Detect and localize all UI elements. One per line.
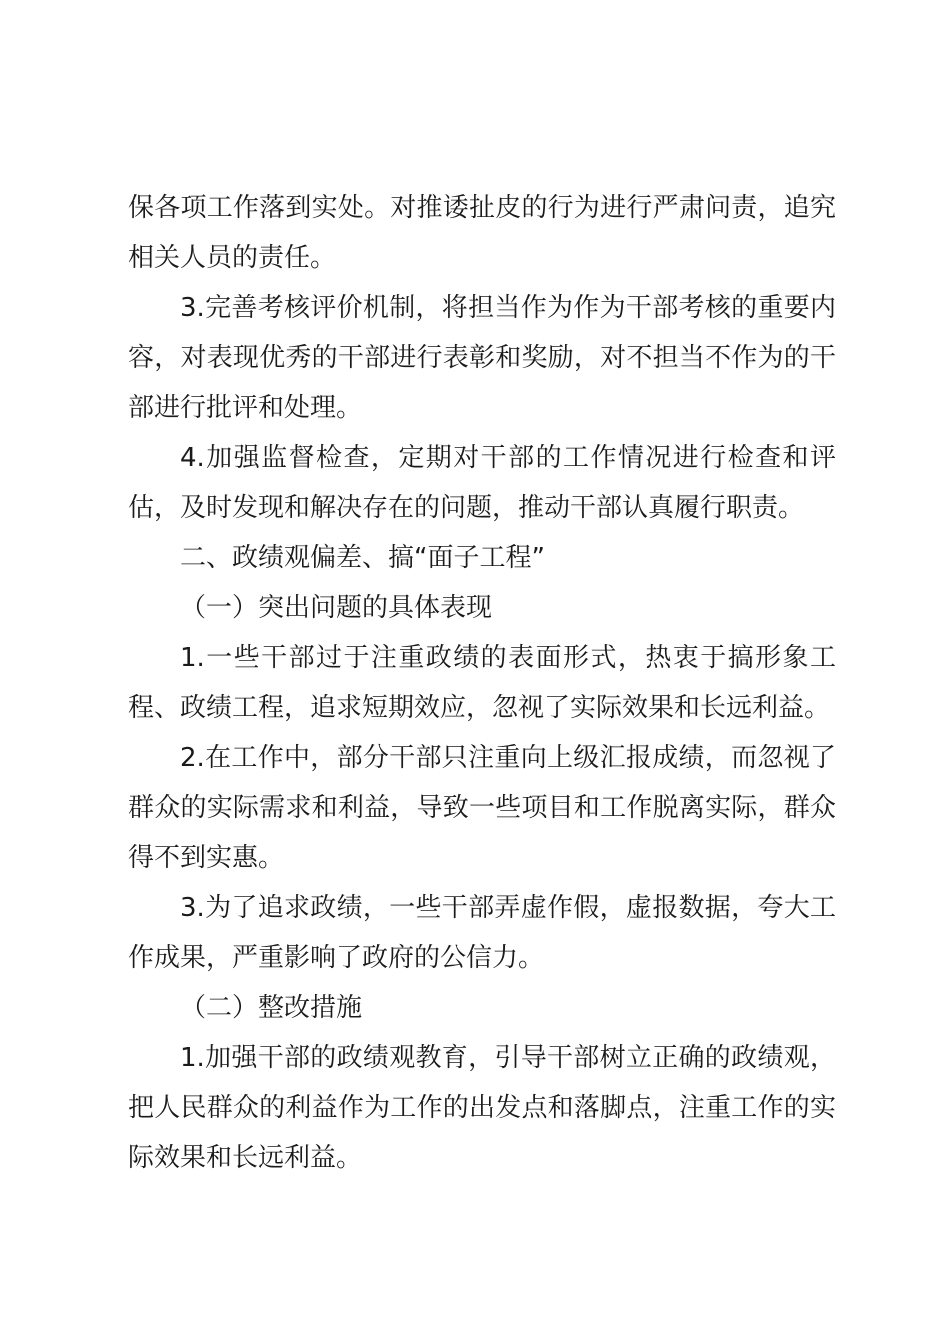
subsection-heading-measures: （二）整改措施 (180, 993, 363, 1023)
subsection-heading-problems: （一）突出问题的具体表现 (180, 593, 493, 623)
paragraph-measure-4: 4.加强监督检查，定期对干部的工作情况进行检查和评估，及时发现和解决存在的问题，推动干部认真履行职责。 (128, 443, 836, 523)
paragraph-measure-1: 1.加强干部的政绩观教育，引导干部树立正确的政绩观，把人民群众的利益作为工作的出发点和落脚点，注重工作的实际效果和长远利益。 (128, 1043, 836, 1173)
document-body (128, 183, 836, 1183)
paragraph-problem-3: 3.为了追求政绩，一些干部弄虚作假，虚报数据，夸大工作成果，严重影响了政府的公信力。 (128, 893, 836, 973)
paragraph-continuation: 保各项工作落到实处。对推诿扯皮的行为进行严肃问责，追究相关人员的责任。 (128, 193, 836, 273)
section-heading-2: 二、政绩观偏差、搞“面子工程” (180, 543, 545, 573)
paragraph-measure-3: 3.完善考核评价机制，将担当作为作为干部考核的重要内容，对表现优秀的干部进行表彰和奖励，对不担当不作为的干部进行批评和处理。 (128, 293, 836, 423)
paragraph-problem-1: 1.一些干部过于注重政绩的表面形式，热衷于搞形象工程、政绩工程，追求短期效应，忽视了实际效果和长远利益。 (128, 643, 836, 723)
paragraph-problem-2: 2.在工作中，部分干部只注重向上级汇报成绩，而忽视了群众的实际需求和利益，导致一些项目和工作脱离实际，群众得不到实惠。 (128, 743, 836, 873)
